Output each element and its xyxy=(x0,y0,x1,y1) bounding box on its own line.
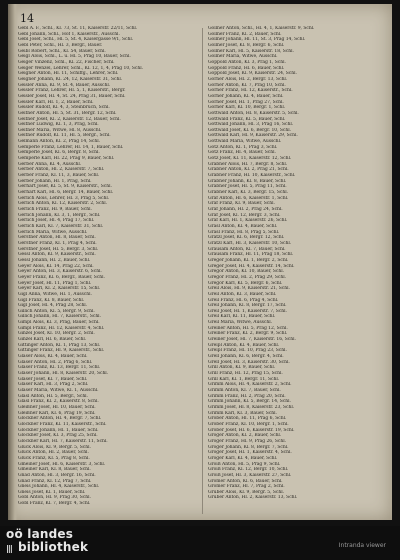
directory-entry: Gerlich Alois, Lehrer, Hl. 3, Prag 5, Schl. xyxy=(18,195,110,201)
directory-entry: Greger Johann, Kl. 1, Bergr. 2, Schl. xyxy=(208,257,289,263)
directory-entry: Gerber Franz, Kl. 11, 3, Bauer, Schl. xyxy=(18,173,100,179)
directory-entry: Gröger Karl, Kl. 4, Bauer, Schl. xyxy=(208,455,278,461)
directory-entry: Gregor Franz, Hl. 2, Prag 29, Schl. xyxy=(208,274,286,280)
directory-entry: Gerhart Karl, Hl. 6, Bergr. 14, Bauer, Schl. xyxy=(18,190,114,196)
directory-entry: Goppold Josef, Kl. 9, Kaiserstr. 24, Schl. xyxy=(208,71,297,77)
directory-entry: Geitner Ludwig, Kl. 1, 3, Prag, Schl. xyxy=(18,122,99,128)
directory-entry: Gottwald Maria, Witwe, Ausschl. xyxy=(208,139,282,145)
directory-entry: Gneis Johann, Hl. 4, Kaiserstr., Schl. xyxy=(18,484,100,490)
directory-entry: Gratzl Josef, Kl. 6, Bergr. 12, Schl. xyxy=(208,235,285,241)
directory-entry: Geisler Rudolf, Kl. 4, 3, Steinbruch, Schl. xyxy=(18,105,110,111)
directory-entry: Geyer Josef, Hl. 11, Prag 1, Schl. xyxy=(18,280,92,286)
directory-entry: Gerlich Johann, Kl. 3, 1, Bergr., Schl. xyxy=(18,212,101,218)
directory-entry: Gerstner Josef, Hl. 5, Bergr. 3, Schl. xyxy=(18,246,99,252)
directory-entry: Gebl Peter, Schl., Hl. 3, Bergr., Bauer. xyxy=(18,42,103,48)
directory-entry: Gittinger Franz, Hl. 9, Kaiserstr., Schl. xyxy=(18,348,105,354)
directory-entry: Görner Karl, Kl. 10, Bergr. 1, Schl. xyxy=(208,105,286,111)
directory-entry: Gimpl Franz, Hl. 12, Kaiserstr. 4, Schl. xyxy=(18,325,105,331)
directory-entry: Gottwald Johann, Hl. 3, Prag 16, Schl. xyxy=(208,122,294,128)
directory-entry: Goppold Anton, Kl. 3, Prag 1, Schl. xyxy=(208,59,286,65)
directory-entry: Götz Josef, Kl. 11, Kaiserstr. 12, Schl. xyxy=(208,156,292,162)
directory-entry: Geigl Alois, Schl., L. u. Hl. 5, Prag 10, Bauer, Schl. xyxy=(18,54,131,60)
directory-entry: Gerber Anton, Hl. 2, Kaiserstr. 7, Schl. xyxy=(18,167,105,173)
logo-line-2 xyxy=(6,541,88,555)
directory-entry: Glaser Johann, Hl. 8, Kaiserstr. 20, Schl. xyxy=(18,371,109,377)
directory-entry: Gerlich Franz, Hl. 9, Bauer, Schl. xyxy=(18,207,92,212)
directory-entry: Gruber Alois, Kl. 9, Bergr. 5, Schl. xyxy=(208,489,284,495)
directory-entry: Grausam Franz, Hl. 11, Prag 18, Schl. xyxy=(208,252,294,258)
directory-entry: Glasl Franz, Kl. 2, Kaiserstr. 8, Schl. xyxy=(18,399,99,405)
directory-entry: Grill Franz, Hl. 12, Prag 15, Schl. xyxy=(208,371,283,377)
directory-entry: Gigl Josef, Hl. 4, Prag 28, Schl. xyxy=(18,303,88,309)
directory-entry: Gröger Josef, Hl. 1, Kaiserstr. 4, Schl. xyxy=(208,450,292,456)
directory-entry: Graf Franz, Kl. 9, Bauer, Schl. xyxy=(208,201,275,207)
directory-entry: Gerber Anna, Kl. 4, Ausschl. xyxy=(18,161,82,167)
directory-entry: Gigl Anna, Witwe, Hl. 1, Ausschl. xyxy=(18,291,92,297)
directory-entry: Gerstner Franz, Kl. 1, Prag 4, Schl. xyxy=(18,240,97,246)
directory-entry: Gröger Johann, Kl. 8, Bergr. 7, Schl. xyxy=(208,444,289,450)
directory-entry: Gollner Johann, Hl. 11, St. 3, Prag 14, Schl. xyxy=(208,37,306,43)
directory-entry: Greil Franz, Hl. 6, Prag 4, Schl. xyxy=(208,297,279,303)
directory-entry: Glaser Franz, Kl. 13, Bergr. 11, Schl. xyxy=(18,365,101,371)
directory-entry: Görner Anton, Kl. 7, Prag 10, Schl. xyxy=(208,82,286,88)
directory-entry: Glaser Anton, Hl. 2, Prag 6, Schl. xyxy=(18,359,93,365)
directory-entry: Geyer Alois, Kl. 14, Prag 22, Schl. xyxy=(18,263,94,269)
directory-entry: Göbl Anton, Hl. 9, Prag 30, Schl. xyxy=(18,495,91,501)
right-column xyxy=(208,26,384,501)
directory-entry: Greil Maria, Witwe, Ausschl. xyxy=(208,320,272,326)
directory-entry: Groiß Josef, Hl. 3, Kaiserstr. 27, Schl. xyxy=(208,472,292,478)
directory-entry: Gleißner Karl, Kl. 6, Prag 19, Schl. xyxy=(18,410,96,416)
directory-entry: Gessl Johann, Hl. 2, Bauer, Schl. xyxy=(18,257,91,263)
directory-entry: Glöckner Anton, Hl. 4, Bergr. 7, Schl. xyxy=(18,416,102,422)
directory-entry: Gillich Johann, Hl. 7, Kaiserstr., Schl. xyxy=(18,314,101,320)
directory-entry: Götz Franz, Hl. 4, Bauer, Schl. xyxy=(208,150,276,156)
directory-entry: Geiger Vinzenz, Schl., Kl. 22, Fischer, Schl. xyxy=(18,59,115,65)
directory-entry: Grell Josef, Hl. 3, Kaiserstr. 30, Schl. xyxy=(208,359,290,365)
directory-entry: Groiß Franz, Kl. 12, Bergr. 10, Schl. xyxy=(208,467,289,473)
directory-entry: Grabner Anton, Kl. 2, Prag 21, Schl. xyxy=(208,167,289,173)
directory-entry: Geitner Rudolf, Kl. 11, Hl. 5, Bergr., Schl. xyxy=(18,133,111,139)
directory-entry: Gratzl Karl, Hl. 3, Kaiserstr. 10, Schl. xyxy=(208,240,292,246)
directory-entry: Glöckner Johann, Hl. 1, Bauer, Schl. xyxy=(18,427,99,433)
directory-entry: Grabner Franz, Hl. 10, Kaiserstr., Schl. xyxy=(208,173,296,179)
directory-entry: Grimm Anton, Kl. 7, Bauer, Schl. xyxy=(208,388,281,393)
directory-entry: Grober Franz, Kl. 10, Bergr. 1, Schl. xyxy=(208,421,289,427)
directory-entry: Grimm Franz, Hl. 2, Prag 20, Schl. xyxy=(208,393,286,399)
directory-entry: Gmeiner Karl, Kl. 8, Bauer, Schl. xyxy=(18,467,91,473)
directory-entry: Gollner Maria, Witwe, Ausschl. xyxy=(208,54,278,60)
directory-entry: Geyer Anton, Hl. 3, Kaiserstr. 6, Schl. xyxy=(18,269,102,275)
library-logo[interactable] xyxy=(6,528,88,555)
directory-entry: Grausam Anton, Kl. 7, Bauer, Schl. xyxy=(208,246,286,252)
logo-line-1: oö landes xyxy=(6,527,74,541)
directory-entry: Grimm Alois, Hl. 4, Kaiserstr. 2, Schl. xyxy=(208,382,292,388)
directory-entry: Geisler Josef, Hl. 4, St. 24, Prag 31, Bauer, Schl. xyxy=(18,93,126,99)
directory-entry: Gottwald Josef, Kl. 6, Bergr. 10, Schl. xyxy=(208,127,291,133)
directory-entry: Gregor Karl, Kl. 5, Bergr. 6, Schl. xyxy=(208,280,283,286)
directory-entry: Greiner Franz, Kl. 2, Bergr. 9, Schl. xyxy=(208,331,288,337)
directory-entry: Gebl Johann, Schl., Hof 1, Kaiserstr., Ausschl. xyxy=(18,31,120,37)
directory-entry: Grimm Johann, Kl. 5, Bergr. 14, Schl. xyxy=(208,399,291,405)
directory-entry: Greil Josef, Hl. 1, Kaiserstr. 7, Schl. xyxy=(208,308,287,314)
directory-entry: Greipl Franz, Hl. 10, Prag 23, Schl. xyxy=(208,348,287,354)
directory-entry: Gerlich Karl, Kl. 7, Kaiserstr. 31, Schl. xyxy=(18,223,104,229)
directory-entry: Geigner Anton, Hl. 11, Schiffg., Lehrer, Schl. xyxy=(18,71,119,77)
directory-entry: Gröger Franz, Hl. 9, Prag 26, Schl. xyxy=(208,438,286,444)
directory-entry: Graf Johann, Hl. 2, Prag 24, Schl. xyxy=(208,207,283,212)
directory-entry: Gemperle Franz, Lehrer, Hl. 14, 1, Bauer, Schl. xyxy=(18,144,124,150)
directory-entry: Gessl Anton, Kl. 9, Kaiserstr., Schl. xyxy=(18,252,96,258)
directory-entry: Grober Josef, Hl. 6, Kaiserstr. 19, Schl. xyxy=(208,427,295,433)
directory-entry: Göbl Franz, Kl. 7, Bergr. 4, Schl. xyxy=(18,501,91,507)
directory-entry: Gollner Josef, Kl. 8, Bergr. 6, Schl. xyxy=(208,42,285,48)
directory-entry: Gimpl Alois, Kl. 3, Prag, Bauer, Schl. xyxy=(18,320,100,326)
directory-entry: Geisler Karl, Hl. 1, 2, Bauer, Schl. xyxy=(18,99,94,105)
directory-entry: Gerber Johann, Hl. 1, Prag, Schl. xyxy=(18,178,92,184)
directory-entry: Gluck Franz, Kl. 5, Prag 8, Schl. xyxy=(18,455,90,461)
directory-entry: Grabner Josef, Hl. 5, Prag 11, Schl. xyxy=(208,184,287,190)
viewer-footer xyxy=(0,526,400,560)
directory-entry: Glasl Anton, Hl. 5, Bergr., Schl. xyxy=(18,393,88,399)
directory-entry: Graf Karl, Hl. 1, Kaiserstr. 26, Schl. xyxy=(208,218,288,224)
directory-entry: Glaser Maria, Witwe, Kl. 1, Ausschl. xyxy=(18,388,99,393)
directory-entry: Ginzel Josef, Kl. 10, Bergr. 2, Schl. xyxy=(18,331,95,337)
directory-entry: Gebl A. F., Schl., Kl. 73, St. 11, Kaiserstr. 22/11, Schl. xyxy=(18,26,138,31)
directory-entry: Görner Alois, Hl. 2, Bergr. 13, Schl. xyxy=(208,76,288,82)
directory-entry: Gerstner Anton, Hl. 8, Bauer, Schl. xyxy=(18,235,96,241)
directory-entry: Gollner Anton, Schl., Hl. 4, 1, Kaiserstr. 9, Schl. xyxy=(208,26,315,31)
directory-entry: Glöckner Franz, Kl. 11, Kaiserstr., Schl. xyxy=(18,421,107,427)
directory-entry: Glaser Karl, Hl. 3, Prag 2, Schl. xyxy=(18,382,89,388)
directory-entry: Gillich Anton, Kl. 5, Bergr. 9, Schl. xyxy=(18,308,95,314)
directory-entry: Geitner Maria, Witwe, Hl. 8, Ausschl. xyxy=(18,127,102,133)
directory-entry: Gnad Franz, Kl. 12, Prag 7, Schl. xyxy=(18,478,92,484)
directory-entry: Gruber Anton, Hl. 2, Kaiserstr. 13, Schl. xyxy=(208,495,298,501)
directory-entry: Gollner Franz, Kl. 2, Bauer, Schl. xyxy=(208,31,282,37)
page-number: 14 xyxy=(20,12,34,25)
directory-entry: Grimm Karl, Kl. 3, Bauer, Schl. xyxy=(208,410,277,416)
directory-entry: Greil Karl, Kl. 11, Bauer, Schl. xyxy=(208,314,276,320)
logo-line-2-text: bibliothek xyxy=(18,540,89,554)
directory-entry: Gregor Anton, Kl. 10, Bauer, Schl. xyxy=(208,269,284,275)
viewer-label: Intranda viewer xyxy=(338,542,386,549)
directory-entry: Gemperle Josef, Kl. 6, Bergr. 8, Schl. xyxy=(18,150,100,156)
directory-entry: Gerlich Josef, Hl. 4, Prag 17, Schl. xyxy=(18,218,95,224)
directory-entry: Gröger Anton, Kl. 2, Bauer, Schl. xyxy=(208,433,282,439)
directory-entry: Görner Franz, Hl. 12, Kaiserstr., Schl. xyxy=(208,88,293,94)
directory-entry: Graf Josef, Kl. 12, Bergr. 3, Schl. xyxy=(208,212,281,218)
directory-entry: Grabner Alois, Hl. 7, Bergr. 8, Schl. xyxy=(208,161,288,167)
directory-entry: Gerlich Maria, Witwe, Ausschl. xyxy=(18,229,88,235)
directory-entry: Geyer Franz, Kl. 6, Bergr., Bauer, Schl. xyxy=(18,274,105,280)
directory-entry: Greil Johann, Kl. 8, Bergr. 17, Schl. xyxy=(208,303,287,309)
directory-entry: Geitner Anton, Hl. 5, St. 31, Bergr. 12, Schl. xyxy=(18,110,117,116)
directory-entry: Gigl Franz, Kl. 8, Bauer, Schl. xyxy=(18,297,85,303)
directory-entry: Glaser Alois, Kl. 4, Bauer, Schl. xyxy=(18,354,88,360)
directory-entry: Gnad Anton, Hl. 3, Bergr. 16, Schl. xyxy=(18,472,96,478)
directory-entry: Gromer Anton, Kl. 6, Bauer, Schl. xyxy=(208,478,283,484)
directory-entry: Grabner Karl, Kl. 3, Bergr. 15, Schl. xyxy=(208,190,288,196)
directory-entry: Gluck Anton, Hl. 2, Bauer, Schl. xyxy=(18,450,89,456)
directory-entry: Geyer Karl, Kl. 2, Kaiserstr. 15, Schl. xyxy=(18,286,101,292)
directory-entry: Gromer Franz, Hl. 7, Prag 2, Schl. xyxy=(208,484,285,490)
directory-entry: Grasl Franz, Hl. 8, Prag 5, Schl. xyxy=(208,229,280,235)
directory-entry: Geiger Wenzel, Lehrer, Schl., Kl. 12, 1, 4, Prag 10, Schl. xyxy=(18,65,144,71)
directory-entry: Gmeiner Josef, Hl. 6, Kaiserstr. 3, Schl. xyxy=(18,461,106,467)
directory-entry: Götz Anton, Kl. 1, Prag 3, Schl. xyxy=(208,144,278,150)
directory-entry: Grill Anton, Kl. 9, Bauer, Schl. xyxy=(208,365,276,371)
directory-entry: Goppold Franz, Hl. 6, Bauer, Schl. xyxy=(208,65,285,71)
directory-entry: Görner Johann, Kl. 4, Bauer, Schl. xyxy=(208,93,284,99)
directory-entry: Greil Anton, Kl. 3, Bauer, Schl. xyxy=(208,291,277,297)
directory-entry: Gottwald Karl, Hl. 9, Kaiserstr. 29, Schl. xyxy=(208,133,298,139)
directory-entry: Gneis Josef, Kl. 1, Bauer, Schl. xyxy=(18,489,86,495)
directory-entry: Gemperle Karl, Hl. 22, Prag 9, Bauer, Schl. xyxy=(18,156,115,162)
directory-entry: Gottwald Anton, Hl. 8, Kaiserstr. 5, Schl. xyxy=(208,110,299,116)
directory-entry: Geibl Robert, Schl., Kl. 54, Bauer, Schl. xyxy=(18,48,106,54)
directory-entry: Greger Josef, Hl. 4, Kaiserstr. 14, Schl. xyxy=(208,263,295,269)
directory-entry: Greiner Josef, Hl. 7, Kaiserstr. 16, Schl. xyxy=(208,337,296,343)
directory-entry: Görner Josef, Hl. 1, Prag 27, Schl. xyxy=(208,99,284,105)
directory-entry: Glöckner Josef, Kl. 3, Prag 25, Schl. xyxy=(18,433,98,439)
directory-entry: Geisler Anna, Kl. 9, St. 4, Bauer, Ausschl. xyxy=(18,82,111,88)
directory-entry: Greiner Anton, Hl. 5, Prag 12, Schl. xyxy=(208,325,288,331)
logo-bars-icon: ||| xyxy=(6,544,12,553)
directory-entry: Grasl Anton, Kl. 4, Bauer, Schl. xyxy=(208,223,278,229)
directory-entry: Glaser Josef, Kl. 7, Bauer, Schl. xyxy=(18,376,88,382)
directory-entry: Grober Anton, Hl. 11, Prag 6, Schl. xyxy=(208,416,287,422)
directory-entry: Gerlich Anton, Kl. 12, Kaiserstr. 2, Schl. xyxy=(18,201,108,207)
directory-entry: Gerhart Josef, Kl. 5, St. 9, Kaiserstr., Schl. xyxy=(18,184,112,190)
directory-entry: Greil Alois, Hl. 9, Kaiserstr. 21, Schl. xyxy=(208,286,290,292)
directory-entry: Geitner Josef, Kl. 2, Kaiserstr. 12, Bauer, Schl. xyxy=(18,116,121,122)
directory-entry: Gelmann Anton, Kl. 2, Prag 14, Schl. xyxy=(18,139,101,145)
scanned-page xyxy=(8,4,392,520)
directory-entry: Glöckner Karl, Hl. 7, Kaiserstr. 11, Schl. xyxy=(18,438,108,444)
directory-entry: Ginzel Karl, Hl. 6, Bauer, Schl. xyxy=(18,337,87,343)
directory-entry: Geigner Johann, Kl. 24, 12, Kaiserstr. 31, Schl. xyxy=(18,76,123,82)
directory-entry: Graf Anton, Hl. 6, Kaiserstr. 1, Schl. xyxy=(208,195,289,201)
column-divider xyxy=(202,28,203,514)
left-column xyxy=(18,26,194,507)
directory-entry: Gleißner Josef, Hl. 10, Bauer, Schl. xyxy=(18,404,96,410)
directory-entry: Groiß Anton, Hl. 5, Prag 9, Schl. xyxy=(208,461,281,467)
directory-entry: Gittinger Anton, Kl. 1, Prag 13, Schl. xyxy=(18,342,101,348)
directory-entry: Gebl Josef, Schl., Hl. 5, St. 4, Kaisergasse 9/1, Schl. xyxy=(18,37,134,43)
directory-entry: Grabner Johann, Kl. 8, Bauer, Schl. xyxy=(208,178,287,184)
directory-entry: Geisler Franz, Lehrer, Hl. 5, 1, Kaiserstr., Bergr. xyxy=(18,88,126,94)
directory-entry: Gottwald Franz, Kl. 5, Bauer, Schl. xyxy=(208,116,286,122)
directory-entry: Grill Karl, Kl. 1, Bergr. 11, Schl. xyxy=(208,376,280,382)
directory-entry: Grimm Josef, Hl. 8, Kaiserstr. 23, Schl. xyxy=(208,404,295,410)
page-binding-shadow xyxy=(8,4,18,520)
directory-entry: Grell Johann, Kl. 6, Bergr. 4, Schl. xyxy=(208,354,284,360)
directory-entry: Gollner Karl, Hl. 5, Kaiserstr. 18, Schl. xyxy=(208,48,294,54)
directory-entry: Gluck Alois, Kl. 9, Bergr. 5, Schl. xyxy=(18,444,91,450)
directory-entry: Greipl Anton, Kl. 4, Bauer, Schl. xyxy=(208,342,280,348)
